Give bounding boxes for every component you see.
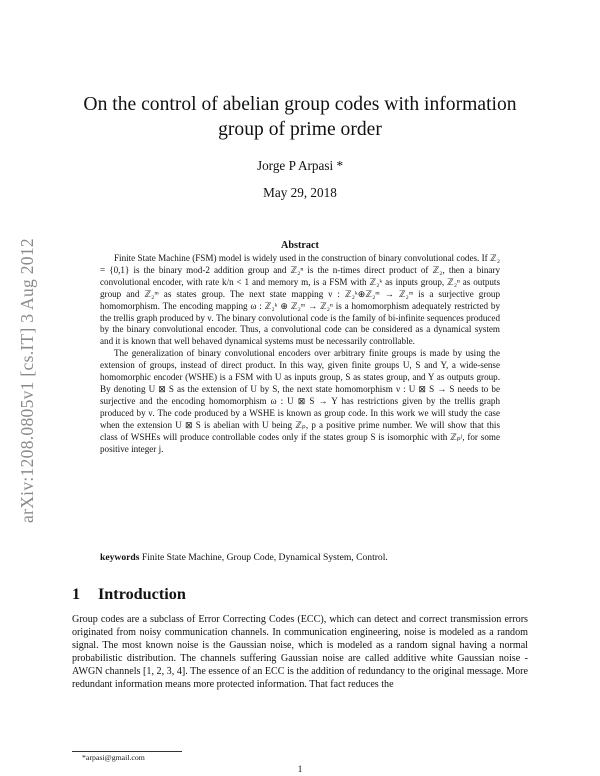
date-line: May 29, 2018	[263, 185, 337, 200]
arxiv-stamp	[12, 200, 42, 560]
paper-title: On the control of abelian group codes with information group of prime order	[83, 94, 517, 140]
section-number: 1	[72, 585, 81, 603]
keywords-label: keywords	[100, 552, 140, 563]
footnote-email: *arpasi@gmail.com	[82, 753, 145, 762]
arxiv-id: arXiv:1208.0805v1 [cs.IT] 3 Aug 2012	[16, 237, 37, 523]
abstract-body	[100, 253, 500, 455]
abstract-heading: Abstract	[281, 240, 319, 251]
keywords-line	[100, 552, 500, 563]
section-title: Introduction	[98, 585, 186, 603]
footnote-rule	[72, 751, 182, 752]
section-heading	[72, 585, 186, 604]
page-number: 1	[297, 764, 303, 775]
keywords-text: Finite State Machine, Group Code, Dynamical System, Control.	[141, 552, 388, 563]
abstract-paragraph-2: The generalization of binary convolutional encoders over arbitrary finite groups is made by using the extension of groups, instead of direct product. In this way, given finite groups U, S and Y, a wide-sense homomorphic encoder (WSHE) is a FSM with U as inputs group, S as states group, and Y as outputs group. By denoting U ⊠ S as the extension of U by S, the next state homomorphism ν : U ⊠ S → S needs to be surjective and the encoding homomorphism ω : U ⊠ S → Y has restrictions given by the trellis graph produced by ν. The code produced by a WSHE is known as group code. In this work we will study the case when the extension U ⊠ S is abelian with U being ℤₚ, p a positive prime number. We will show that this class of WSHEs will produce controllable codes only if the states group S is isomorphic with ℤₚʲ, for some positive integer j.	[100, 348, 500, 454]
introduction-body	[72, 613, 528, 691]
author-line: Jorge P Arpasi *	[256, 158, 344, 173]
abstract-paragraph-1: Finite State Machine (FSM) model is widely used in the construction of binary convolutional codes. If ℤ₂ = {0,1} is the binary mod-2 addition group and ℤ₂ⁿ is the n-times direct product of ℤ₂, then a binary convolutional encoder, with rate k/n < 1 and memory m, is a FSM with ℤ₂ᵏ as inputs group, ℤ₂ⁿ as outputs group and ℤ₂ᵐ as states group. The next state mapping ν : ℤ₂ᵏ⊕ℤ₂ᵐ → ℤ₂ᵐ is a surjective group homomorphism. The encoding mapping ω : ℤ₂ᵏ ⊕ ℤ₂ᵐ → ℤ₂ⁿ is a homomorphism adequately restricted by the trellis graph produced by ν. The binary convolutional code is the family of bi-infinite sequences produced by the binary convolutional encoder. Thus, a convolutional code can be considered as a dynamical system and it is known that well behaved dynamical systems must be necessarily controllable.	[100, 253, 500, 347]
introduction-paragraph: Group codes are a subclass of Error Correcting Codes (ECC), which can detect and correct transmission errors originated from noisy communication channels. In communication engineering, noise is modeled as a random signal. The most known noise is the Gaussian noise, which is modeled as a random signal having a normal probabilistic distribution. The channels suffering Gaussian noise are called additive white Gaussian noise - AWGN channels [1, 2, 3, 4]. The essence of an ECC is the addition of redundancy to the original message. More redundant information means more protected information. That fact reduces the	[72, 614, 528, 690]
